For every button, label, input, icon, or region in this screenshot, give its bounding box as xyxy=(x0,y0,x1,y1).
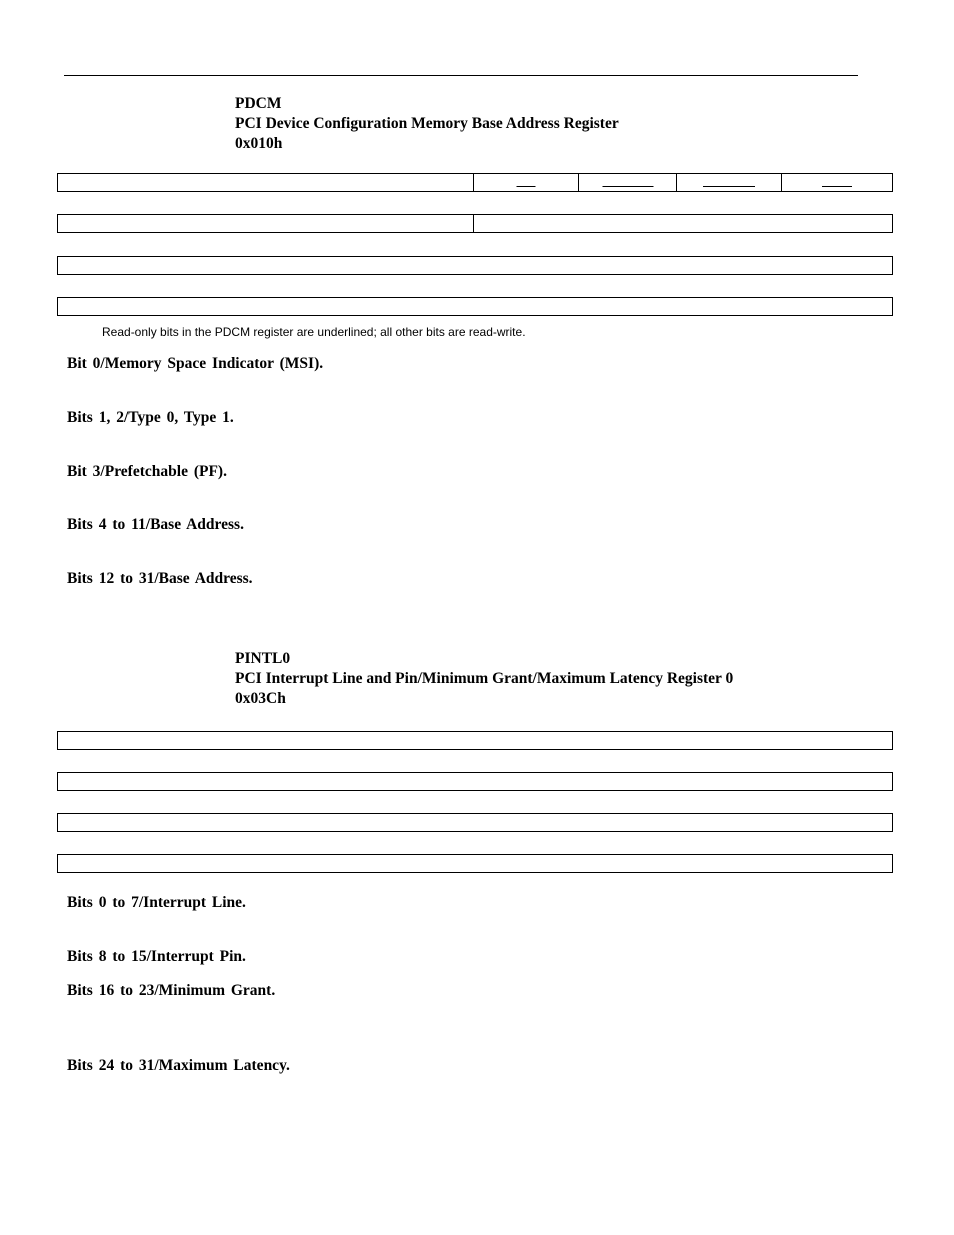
pdcm-bit-heading: Bit 3/Prefetchable (PF). xyxy=(67,463,227,480)
pdcm-register-address: 0x010h xyxy=(235,135,283,152)
pdcm-readonly-note: Read-only bits in the PDCM register are underlined; all other bits are read-write. xyxy=(102,325,526,339)
pintl0-bit-row-1 xyxy=(57,731,893,750)
pintl0-register-name: PINTL0 xyxy=(235,650,291,667)
pdcm-cell xyxy=(58,215,474,232)
pintl0-register-title: PCI Interrupt Line and Pin/Minimum Grant/Maximum Latency Register 0 xyxy=(235,670,734,687)
pdcm-cell xyxy=(58,174,474,191)
pintl0-register-address: 0x03Ch xyxy=(235,690,286,707)
pdcm-bit-heading: Bits 4 to 11/Base Address. xyxy=(67,516,244,533)
pdcm-cell xyxy=(474,215,892,232)
readonly-underline xyxy=(822,186,852,187)
pintl0-bit-heading: Bits 0 to 7/Interrupt Line. xyxy=(67,894,246,911)
pintl0-bit-row-4 xyxy=(57,854,893,873)
pdcm-bit-heading: Bit 0/Memory Space Indicator (MSI). xyxy=(67,355,324,372)
pdcm-cell xyxy=(782,174,892,191)
pintl0-bit-heading: Bits 8 to 15/Interrupt Pin. xyxy=(67,948,246,965)
pintl0-bit-heading: Bits 24 to 31/Maximum Latency. xyxy=(67,1057,290,1074)
pintl0-bit-row-2 xyxy=(57,772,893,791)
pdcm-bit-heading: Bits 1, 2/Type 0, Type 1. xyxy=(67,409,234,426)
pdcm-bit-row-2 xyxy=(57,214,893,233)
pdcm-register-name: PDCM xyxy=(235,95,282,112)
pintl0-bit-heading: Bits 16 to 23/Minimum Grant. xyxy=(67,982,276,999)
readonly-underline xyxy=(602,186,653,187)
pdcm-register-title: PCI Device Configuration Memory Base Address Register xyxy=(235,115,619,132)
pdcm-bit-row-1 xyxy=(57,173,893,192)
pdcm-cell xyxy=(474,174,579,191)
pdcm-cell xyxy=(579,174,677,191)
pdcm-bit-row-4 xyxy=(57,297,893,316)
top-rule xyxy=(64,75,858,76)
pdcm-cell xyxy=(677,174,782,191)
pdcm-bit-row-3 xyxy=(57,256,893,275)
readonly-underline xyxy=(517,186,536,187)
pdcm-bit-heading: Bits 12 to 31/Base Address. xyxy=(67,570,253,587)
pintl0-bit-row-3 xyxy=(57,813,893,832)
readonly-underline xyxy=(703,186,755,187)
